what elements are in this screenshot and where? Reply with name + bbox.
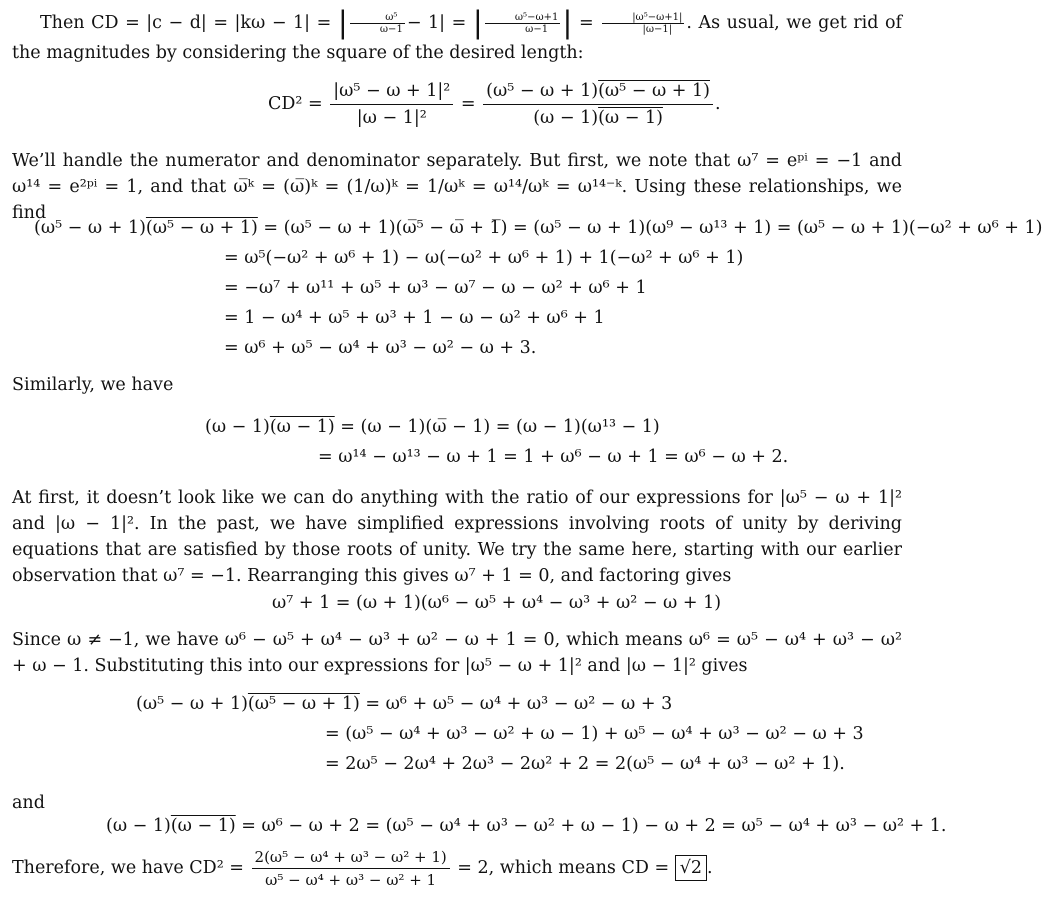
period: . [706,858,713,878]
denominator-line-2: = ω¹⁴ − ω¹³ − ω + 1 = 1 + ω⁶ − ω + 1 = ω⁶ − ω + 2. [318,447,789,467]
subst-line-1: (ω⁵ − ω + 1)(ω⁵ − ω + 1) = ω⁶ + ω⁵ − ω⁴ + ω³ − ω² − ω + 3 [136,694,673,714]
fraction-magnitudes: $\frac{\text{|ω⁵−ω+1|}}{|\omega-1|}$ [602,12,684,35]
similarly-text: Similarly, we have [12,375,174,395]
subst-line-3: = 2ω⁵ − 2ω⁴ + 2ω³ − 2ω² + 2 = 2(ω⁵ − ω⁴ + ω³ − ω² + 1). [325,754,845,774]
conjugate-expression: (ω⁵ − ω + 1) [247,694,360,714]
intro-prefix: Then [40,13,92,33]
subst-line-2: = (ω⁵ − ω⁴ + ω³ − ω² + ω − 1) + ω⁵ − ω⁴ + ω³ − ω² − ω + 3 [325,724,864,744]
answer-box: √2 [675,855,707,881]
intro-mid: − 1| = [406,13,467,33]
conjugate-expression: (ω − 1) [170,816,236,836]
fraction-omega5-over-omega-minus-1: $\frac{\text{ω⁵}}{\omega-1}$ [350,12,405,35]
numerator-line-3: = −ω⁷ + ω¹¹ + ω⁵ + ω³ − ω⁷ − ω − ω² + ω⁶ + 1 [224,278,647,298]
cd-squared-lhs: CD² = [268,94,323,114]
magnitude-fraction: $\frac{\text{|ω⁵ − ω + 1|²}}{\text{|ω − 1|²}}$ [330,80,453,129]
numerator-line-2: = ω⁵(−ω² + ω⁶ + 1) − ω(−ω² + ω⁶ + 1) + 1(−ω² + ω⁶ + 1) [224,248,744,268]
abs-bar: | [562,5,573,41]
intro-paragraph: Then CD = |c − d| = |kω − 1| = | $\frac{\text{ω⁵}}{\omega-1}$ − 1| = | $\frac{\text{ω⁵−ω+1}}{\omega-1}$ | = $\frac{\text{|ω⁵−ω+1|}}{|\omega-1|}$ . As usual, we get rid of the magnitudes by considering the square of the desired length: [12,5,902,63]
abs-bar: | [472,5,483,41]
conclusion-prefix: Therefore, we have CD² = [12,858,244,878]
abs-bar: | [337,5,348,41]
numerator-line-1: (ω⁵ − ω + 1)(ω⁵ − ω + 1) = (ω⁵ − ω + 1)(ω̅⁵ − ω̅ + 1̅) = (ω⁵ − ω + 1)(ω⁹ − ω¹³ + 1) = (ω⁵ − ω + 1)(−ω² + ω⁶ + 1) [34,218,1042,238]
cd-chain: CD = |c − d| = |kω − 1| = [91,13,338,33]
conclusion-mid: = 2, which means CD = [457,858,670,878]
at-first-paragraph: At first, it doesn’t look like we can do anything with the ratio of our expressions for |ω⁵ − ω + 1|² and |ω − 1|². In the past, we have simplified expressions involving roots of unity by deriving equations that are satisfied by those roots of unity. We try the same here, starting with our earlier observation that ω⁷ = −1. Rearranging this gives ω⁷ + 1 = 0, and factoring gives [12,488,902,586]
period: . [715,94,721,114]
equals-sign: = [460,94,476,114]
numerator-line-5: = ω⁶ + ω⁵ − ω⁴ + ω³ − ω² − ω + 3. [224,338,537,358]
denominator-line-1: (ω − 1)(ω − 1) = (ω − 1)(ω̅ − 1) = (ω − 1)(ω¹³ − 1) [205,417,660,437]
conclusion-line [12,848,713,889]
numerator-line-4: = 1 − ω⁴ + ω⁵ + ω³ + 1 − ω − ω² + ω⁶ + 1 [224,308,605,328]
conjugate-expression: (ω − 1) [269,417,335,437]
final-fraction: $\frac{\text{2(ω⁵ − ω⁴ + ω³ − ω² + 1)}}{\text{ω⁵ − ω⁴ + ω³ − ω² + 1}}$ [252,848,450,889]
conjugate-fraction: $\frac{\text{(ω⁵ − ω + 1)(ω⁵ − ω + 1)}}{(\omega - 1)(\omega - 1)}$ [483,80,713,129]
since-paragraph: Since ω ≠ −1, we have ω⁶ − ω⁵ + ω⁴ − ω³ + ω² − ω + 1 = 0, which means ω⁶ = ω⁵ − ω⁴ + ω³ − ω² + ω − 1. Substituting this into our expressions for |ω⁵ − ω + 1|² and |ω − 1|² gives [12,630,902,676]
conjugate-expression: (ω⁵ − ω + 1) [145,218,258,238]
and-word: and [12,793,45,813]
handle-paragraph: We’ll handle the numerator and denominator separately. But first, we note that ω⁷ = eᵖⁱ = −1 and ω¹⁴ = e²ᵖⁱ = 1, and that ω̅ᵏ = (ω̅)ᵏ = (1/ω)ᵏ = 1/ωᵏ = ω¹⁴/ωᵏ = ω¹⁴⁻ᵏ. Using these relationships, we find [12,151,902,223]
factor-equation: ω⁷ + 1 = (ω + 1)(ω⁶ − ω⁵ + ω⁴ − ω³ + ω² − ω + 1) [272,593,722,613]
denominator-subst-line: (ω − 1)(ω − 1) = ω⁶ − ω + 2 = (ω⁵ − ω⁴ + ω³ − ω² + ω − 1) − ω + 2 = ω⁵ − ω⁴ + ω³ − ω² + 1. [106,816,947,836]
cd-squared-equation [268,80,721,129]
fraction-combined: $\frac{\text{ω⁵−ω+1}}{\omega-1}$ [485,12,560,35]
intro-rest: . As usual, we get rid of the magnitudes by considering the square of the desired length: [12,13,902,63]
